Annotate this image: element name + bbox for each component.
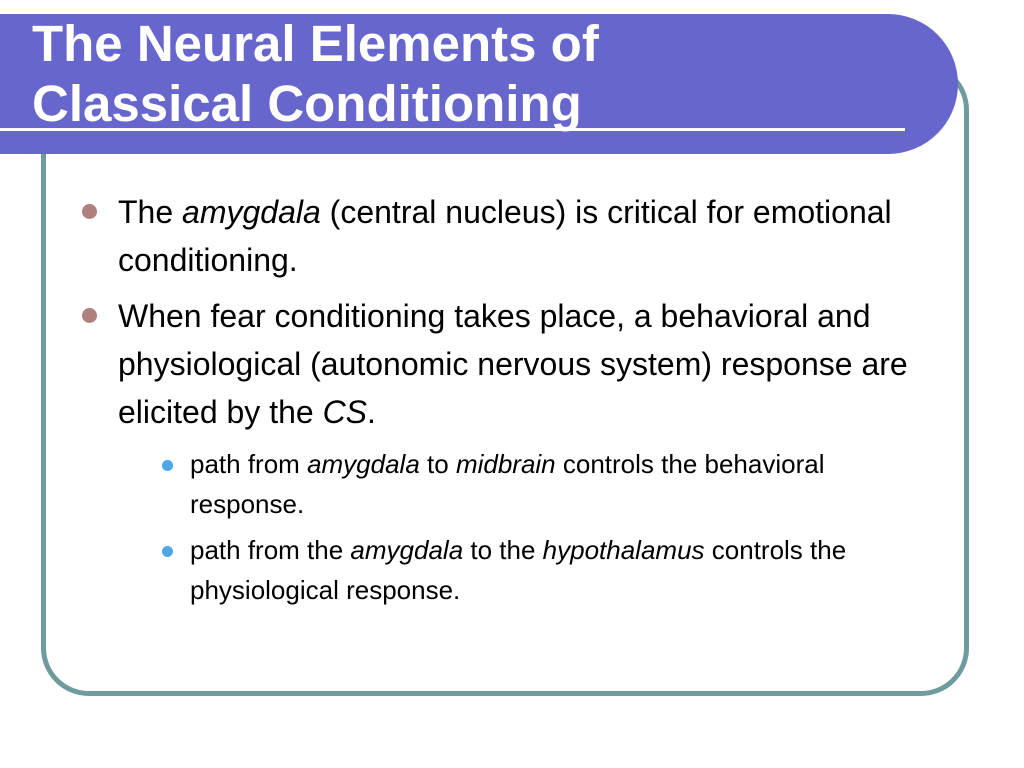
bullet-dot-icon [82, 204, 97, 219]
bullet-item-fear-conditioning [80, 292, 930, 436]
sub-bullet-dot-icon [162, 460, 173, 471]
sub-bullet-item-hypothalamus [162, 530, 890, 610]
sub-bullet-text: to the [463, 535, 543, 565]
sub-bullet-item-midbrain [162, 444, 890, 524]
sub-bullet-term-hypothalamus: hypothalamus [542, 535, 705, 565]
sub-bullet-term-amygdala: amygdala [350, 535, 464, 565]
sub-bullet-term-midbrain: midbrain [455, 449, 556, 479]
sub-bullet-text: controls the behavioral response. [190, 449, 825, 519]
slide-body [80, 188, 930, 616]
sub-bullet-text: to [419, 449, 456, 479]
bullet-term-amygdala: amygdala [182, 194, 321, 230]
bullet-text: (central nucleus) is critical for emotional conditioning. [118, 194, 892, 278]
slide-title [32, 14, 599, 134]
sub-bullet-text: path from the [190, 535, 351, 565]
bullet-text: When fear conditioning takes place, a behavioral and physiological (autonomic nervous system) response are elicited by the [118, 298, 908, 430]
bullet-item-amygdala [80, 188, 930, 284]
bullet-dot-icon [82, 308, 97, 323]
bullet-text: . [367, 394, 376, 430]
sub-bullet-dot-icon [162, 546, 173, 557]
slide-title-line-1: The Neural Elements of [32, 15, 599, 72]
bullet-text: The [118, 194, 183, 230]
sub-bullet-text: controls the physiological response. [190, 535, 847, 605]
slide-title-line-2: Classical Conditioning [32, 75, 582, 132]
sub-bullet-text: path from [190, 449, 308, 479]
bullet-term-cs: CS [322, 394, 368, 430]
sub-bullet-term-amygdala: amygdala [307, 449, 420, 479]
